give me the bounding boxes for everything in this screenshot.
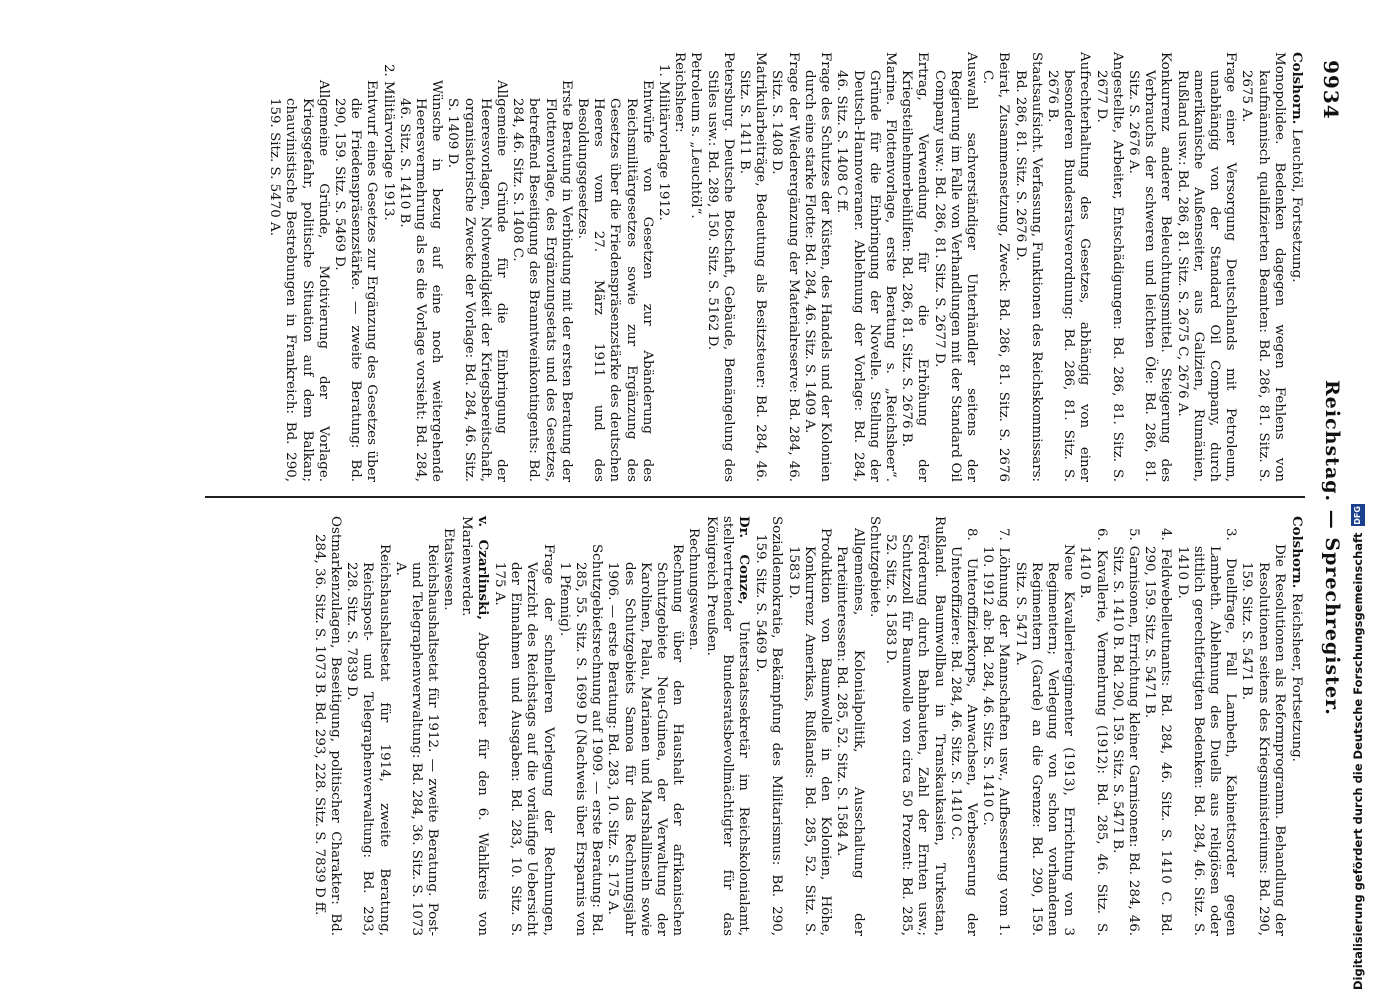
- speaker-name: Colshorn.: [1289, 516, 1305, 593]
- entry-text: Frage des Schutzes der Küsten, des Handels und der Kolonien durch eine starke Flotte: Bd. 284, 46. Sitz. S. 1409 A.: [801, 52, 834, 482]
- index-entry: [396, 52, 445, 482]
- index-entry: [703, 52, 735, 482]
- index-entry: [1011, 52, 1043, 482]
- index-entry: [752, 516, 784, 936]
- entry-text: Rechnungswesen.: [686, 528, 702, 651]
- column-divider: [205, 496, 1305, 498]
- entry-text: Die Resolutionen als Reformprogramm. Behandlung der Resolutionen seitens des Kriegsministeriums: Bd. 290, 159. Sitz. S. 5471 B.: [1239, 544, 1287, 936]
- index-entry: [457, 516, 490, 936]
- entry-text: Abgeordneter für den 6. Wahlkreis von Marienwerder.: [458, 516, 490, 936]
- index-entry: [736, 52, 768, 482]
- entry-text: Rechnung über den Haushalt der afrikanischen Schutzgebiete Neu-Guinea, der Verwaltung der Karolinen, Palau, Marianen und Marshallinseln sowie des Schutzgebiets Samoa für das Rechnungsjahr 1906. — erste Beratung: Bd. 283, 10. Sitz. S. 175 A.: [605, 544, 686, 936]
- speaker-name: Colshorn.: [1289, 52, 1305, 129]
- entry-text: Allgemeine Gründe, Motivierung der Vorlage. Kriegsgefahr, politische Situation auf dem Balkan; chauvinistische Bestrebungen in Frankreich: Bd. 290, 159. Sitz. S. 5470 A.: [267, 80, 331, 482]
- entry-text: Reichsheer:: [672, 52, 688, 133]
- entry-text: Unterstaatssekretär im Reichskolonialamt, stellvertretender Bundesratsbevollmächtigter für das Königreich Preußen.: [703, 516, 752, 936]
- credit-text: Digitalisierung gefördert durch die Deutsche Forschungsgemeinschaft: [1351, 532, 1365, 990]
- index-entry: [1238, 52, 1287, 482]
- entry-text: Frage der schnelleren Vorlegung der Rechnungen, Verzicht des Reichstags auf die vorläufige Uebersicht der Einnahmen und Ausgaben: Bd. 283, 10. Sitz. S. 175 A.: [492, 544, 556, 936]
- entry-text: Sozialdemokratie, Bekämpfung des Militarismus: Bd. 290, 159. Sitz. S. 5469 D.: [753, 516, 785, 936]
- index-entry: [311, 516, 343, 936]
- index-entry: [979, 52, 1011, 482]
- index-entry: [866, 516, 882, 936]
- entry-text: 3. Duellfrage, Fall Lambeth, Kabinettsorder gegen Lambeth. Ablehnung des Duells aus religiösen oder sittlich gerechtfertigten Bedenken: Bd. 284, 46. Sitz. S. 1410 D.: [1174, 528, 1239, 936]
- index-entry: [392, 516, 441, 936]
- entry-text: 4. Feldwebelleutnants: Bd. 284, 46. Sitz. S. 1410 C. Bd. 290, 159. Sitz. S. 5471 B.: [1142, 528, 1174, 936]
- index-entry: [491, 516, 556, 936]
- entry-text: Auswahl sachverständiger Unterhändler seitens der Regierung im Falle von Verhandlungen mit der Standard Oil Company usw.: Bd. 286, 81. Sitz. S. 2677 D.: [931, 52, 979, 482]
- page-number: 9934: [1319, 60, 1343, 120]
- entry-text: Allgemeines, Kolonialpolitik, Ausschaltung der Parteiinteressen: Bd. 285, 52. Sitz. S. 1584 A.: [834, 528, 866, 936]
- speaker-name: Dr. Conze,: [736, 516, 753, 621]
- index-entry: [1011, 516, 1076, 936]
- entry-text: Reichsheer, Fortsetzung.: [1289, 593, 1304, 762]
- entry-text: Frage der Wiederergänzung der Materialreserve: Bd. 284, 46. Sitz. S. 1408 D.: [769, 52, 801, 482]
- index-entry: [1076, 516, 1108, 936]
- index-entry: [882, 516, 947, 936]
- entry-text: 8. Unteroffizierkorps, Anwachsen, Verbesserung der Unteroffiziere: Bd. 284, 46. Sitz. S. 1410 C.: [947, 528, 979, 936]
- left-column: [266, 52, 1305, 482]
- running-header: Reichstag. — Sprechregister.: [1321, 380, 1343, 716]
- index-entry: [1141, 516, 1173, 936]
- index-entry: [1173, 52, 1238, 482]
- index-entry: [556, 516, 605, 936]
- entry-text: Leuchtöl, Fortsetzung.: [1289, 129, 1304, 283]
- index-entry: [833, 52, 898, 482]
- index-entry: [1238, 516, 1287, 936]
- entry-text: Monopolidee. Bedenken dagegen wegen Fehlens von kaufmännisch qualifizierten Beamten: Bd. 286, 81. Sitz. S. 2675 A.: [1239, 52, 1287, 482]
- entry-text: 1. Militärvorlage 1912.: [656, 64, 672, 221]
- entry-text: Schutzgebiete.: [866, 516, 882, 618]
- index-entry: [655, 52, 671, 482]
- entry-text: Reichshaushaltsetat für 1914, zweite Beratung, Reichspost- und Telegraphenverwaltung: Bd. 293, 228. Sitz. S. 7839 D.: [344, 544, 392, 936]
- entry-text: Petroleum s. „Leuchtöl“.: [688, 52, 704, 219]
- index-entry: [785, 516, 834, 936]
- entry-text: 7. Löhnung der Mannschaften usw., Aufbesserung vom 1. 10. 1912 ab: Bd. 284, 46. Sitz. S. 1410 C.: [980, 528, 1012, 936]
- entry-text: Marine. Flottenvorlage, erste Beratung s. „Reichsheer“. Gründe für die Einbringung der Novelle. Stellung der Deutsch-Hannoveraner. Ablehnung der Vorlage: Bd. 284, 46. Sitz. S. 1408 C ff.: [834, 52, 898, 482]
- speaker-name: v. Czarlinski,: [474, 516, 491, 633]
- entry-text: Ertrag, Verwendung für die Erhöhung der Kriegsteilnehmerbeihilfen: Bd. 286, 81. Sitz. S. 2676 B.: [899, 52, 931, 482]
- entry-text: Ostmarkenzulagen, Beseitigung, politischer Charakter: Bd. 284, 36. Sitz. S. 1073 B. Bd. 293, 228. Sitz. S. 7839 D ff.: [311, 516, 344, 936]
- digitization-credit: [1348, 40, 1368, 990]
- index-entry: [1173, 516, 1238, 936]
- entry-text: Konkurrenz anderer Beleuchtungsmittel. Steigerung des Verbrauchs der schweren und leichten Öle: Bd. 286, 81. Sitz. S. 2676 A.: [1125, 52, 1174, 482]
- entry-text: Schutzgebietsrechnung auf 1909. — erste Beratung: Bd. 285, 55. Sitz. S. 1699 D (Nachweis über Ersparnis von 1 Pfennig).: [556, 544, 605, 936]
- entry-text: Allgemeine Gründe für die Einbringung der Heeresvorlagen, Notwendigkeit der Kriegsbereitschaft, organisatorische Zwecke der Vorlage: Bd. 284, 46. Sitz. S. 1409 D.: [445, 80, 510, 482]
- entry-text: Wünsche in bezug auf eine noch weitergehende Heeresvermehrung als es die Vorlage vorsieht: Bd. 284, 46. Sitz. S. 1410 B.: [396, 80, 445, 482]
- entry-text: Aufrechterhaltung des Gesetzes, abhängig von einer besonderen Bundesratsverordnung: Bd. 286, 81. Sitz. S. 2676 B.: [1044, 52, 1093, 482]
- index-entry: [574, 52, 655, 482]
- index-entry: [604, 516, 685, 936]
- index-entry: [1125, 52, 1174, 482]
- index-entry: [671, 52, 687, 482]
- index-entry: [1288, 52, 1305, 482]
- index-entry: [440, 516, 456, 936]
- entry-text: Entwurf eines Gesetzes zur Ergänzung des Gesetzes über die Friedenspräsenzstärke. — zweite Beratung: Bd. 290, 159. Sitz. S. 5469 D.: [332, 80, 380, 482]
- index-entry: [930, 52, 979, 482]
- index-entry: [702, 516, 752, 936]
- index-entry: [266, 52, 331, 482]
- entry-text: Matrikularbeiträge, Bedeutung als Besitzsteuer: Bd. 284, 46. Sitz. S. 1411 B.: [737, 52, 769, 482]
- index-entry: [1044, 52, 1093, 482]
- index-entry: [1109, 516, 1141, 936]
- entry-text: Neue Kavallerieregimenter (1913), Errichtung von 3 Regimentern; Verlegung von schon vorhandenen Regimentern (Garde) an die Grenze: Bd. 290, 159. Sitz. S. 5471 A.: [1012, 544, 1077, 936]
- index-entry: [509, 52, 574, 482]
- entry-text: Etatswesen.: [441, 528, 457, 611]
- entry-text: Rußland. Baumwollbau in Transkaukasien, Turkestan, Förderung durch Bahnbauten, Zahl der Ernten usw.; Schutzzoll für Baumwolle von circa 50 Prozent: Bd. 285, 52. Sitz. S. 1583 D.: [882, 516, 947, 936]
- entry-text: Staatsaufsicht. Verfassung, Funktionen des Reichskommissars: Bd. 286, 81. Sitz. S. 2676 D.: [1012, 52, 1044, 482]
- entry-text: Beirat, Zusammensetzung, Zweck: Bd. 286, 81. Sitz. S. 2676 C.: [980, 52, 1012, 482]
- index-entry: [947, 516, 979, 936]
- index-entry: [801, 52, 833, 482]
- entry-text: Entwürfe von Gesetzen zur Abänderung des Reichsmilitärgesetzes sowie zur Ergänzung des Gesetzes über die Friedenspräsenzstärke des deutschen Heeres vom 27. März 1911 und des Besoldungsgesetzes.: [575, 80, 655, 482]
- entry-text: 5. Garnisonen, Errichtung kleiner Garnisonen: Bd. 284, 46. Sitz. S. 1410 B. Bd. 290, 159. Sitz. S. 5471 B.: [1109, 528, 1141, 936]
- entry-text: 2. Militärvorlage 1913.: [380, 64, 396, 221]
- entry-text: Reichshaushaltsetat für 1912. — zweite Beratung. Post- und Telegraphenverwaltung: Bd. 284, 36. Sitz. S. 1073 A.: [392, 544, 441, 936]
- index-entry: [687, 52, 703, 482]
- entry-text: Produktion von Baumwolle in den Kolonien, Höhe, Konkurrenz Amerikas, Rußlands: Bd. 285, 52. Sitz. S. 1583 D.: [785, 528, 834, 936]
- index-entry: [979, 516, 1011, 936]
- entry-text: Frage einer Versorgung Deutschlands mit Petroleum, unabhängig von der Standard Oil Company, durch amerikanische Außenseiter, aus Galizien, Rumänien, Rußland usw.: Bd. 286, 81. Sitz. S. 2675 C, 2676 A.: [1174, 52, 1239, 482]
- entry-text: Erste Beratung in Verbindung mit der ersten Beratung der Flottenvorlage, des Ergänzungsetats und des Gesetzes, betreffend Beseitigung des Branntweinkontingents: Bd. 284, 46. Sitz. S. 1408 C.: [510, 80, 574, 482]
- index-entry: [444, 52, 509, 482]
- entry-text: 6. Kavallerie, Vermehrung (1912): Bd. 285, 46. Sitz. S. 1410 B.: [1077, 528, 1109, 936]
- index-entry: [1288, 516, 1305, 936]
- index-entry: [331, 52, 380, 482]
- entry-text: Angestellte, Arbeiter, Entschädigungen: Bd. 286, 81. Sitz. S. 2677 D.: [1093, 52, 1125, 482]
- right-column: [311, 516, 1305, 936]
- index-entry: [898, 52, 930, 482]
- index-entry: [1092, 52, 1124, 482]
- entry-text: Petersburg. Deutsche Botschaft, Gebäude, Bemängelung des Stiles usw.: Bd. 289, 150. Sitz. S. 5162 D.: [704, 52, 736, 482]
- index-entry: [768, 52, 800, 482]
- index-entry: [379, 52, 395, 482]
- index-entry: [833, 516, 865, 936]
- index-entry: [685, 516, 701, 936]
- index-entry: [343, 516, 392, 936]
- dfg-logo-icon: DFG: [1351, 504, 1365, 526]
